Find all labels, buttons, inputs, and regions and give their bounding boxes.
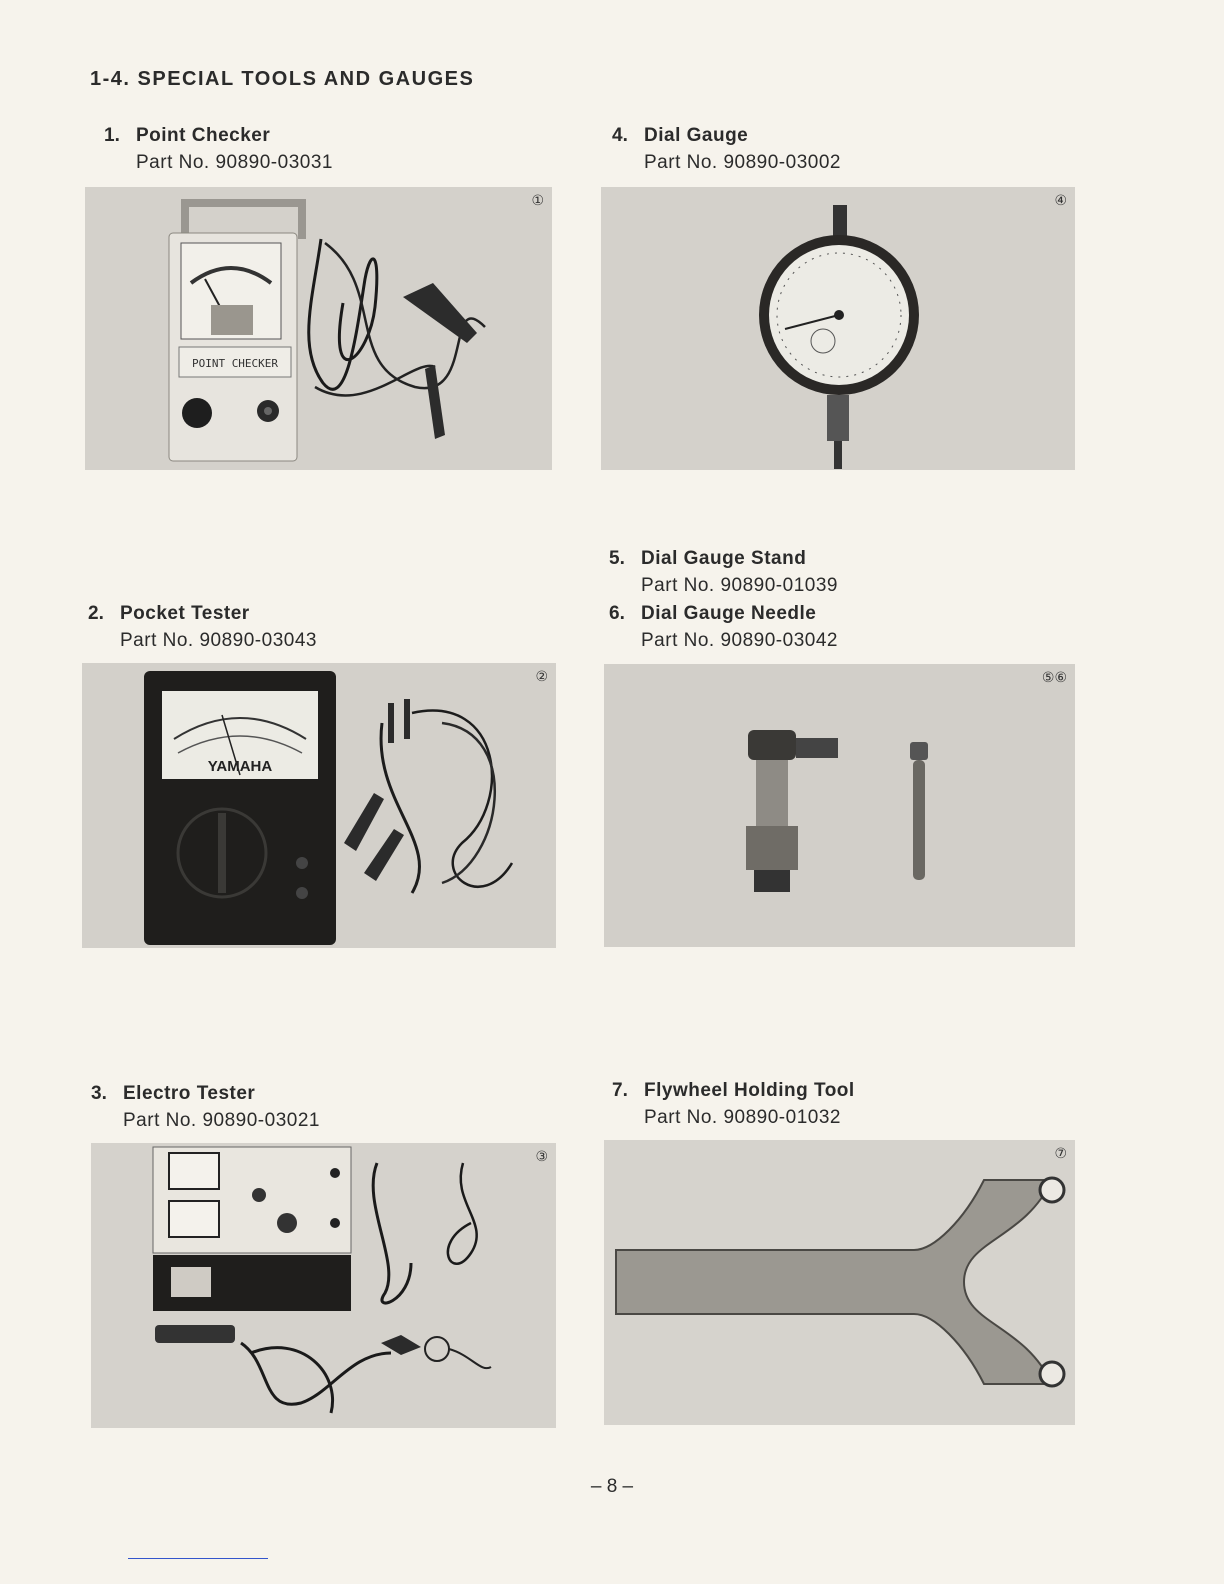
tool-3-heading bbox=[91, 1080, 320, 1134]
flywheel-holding-tool-photo bbox=[604, 1140, 1075, 1425]
footer-rule bbox=[128, 1558, 268, 1559]
tool-4-part-number: Part No. 90890-03002 bbox=[644, 152, 841, 173]
tool-7-heading bbox=[612, 1077, 855, 1131]
tool-7-part-number: Part No. 90890-01032 bbox=[644, 1107, 841, 1128]
tool-3-name: Electro Tester bbox=[123, 1083, 256, 1104]
pocket-tester-brand: YAMAHA bbox=[207, 758, 273, 775]
tool-1-heading bbox=[104, 122, 333, 176]
tool-7-number: 7. bbox=[612, 1080, 628, 1101]
pocket-tester-photo bbox=[82, 663, 556, 948]
tool-6-name: Dial Gauge Needle bbox=[641, 603, 817, 624]
tool-6-number: 6. bbox=[609, 603, 625, 624]
tool-1-name: Point Checker bbox=[136, 125, 271, 146]
dial-gauge-illustration bbox=[601, 187, 1075, 470]
flywheel-tool-illustration bbox=[604, 1140, 1075, 1425]
tool-4-heading bbox=[612, 122, 841, 176]
dial-gauge-stand-needle-photo bbox=[604, 664, 1075, 947]
tool-5-part-number: Part No. 90890-01039 bbox=[641, 575, 838, 596]
dial-gauge-photo bbox=[601, 187, 1075, 470]
stand-needle-illustration bbox=[604, 664, 1075, 947]
page-title: 1-4. SPECIAL TOOLS AND GAUGES bbox=[90, 68, 475, 90]
photo-ref-7: ⑦ bbox=[1054, 1146, 1067, 1162]
tool-6-part-number: Part No. 90890-03042 bbox=[641, 630, 838, 651]
tool-5-heading bbox=[609, 545, 838, 599]
page-number: – 8 – bbox=[590, 1476, 634, 1497]
photo-ref-3: ③ bbox=[535, 1149, 548, 1165]
electro-tester-illustration bbox=[91, 1143, 556, 1428]
tool-5-number: 5. bbox=[609, 548, 625, 569]
photo-ref-1: ① bbox=[531, 193, 544, 209]
tool-4-number: 4. bbox=[612, 125, 628, 146]
pocket-tester-illustration bbox=[82, 663, 556, 948]
tool-7-name: Flywheel Holding Tool bbox=[644, 1080, 855, 1101]
tool-4-name: Dial Gauge bbox=[644, 125, 749, 146]
point-checker-photo bbox=[85, 187, 552, 470]
tool-6-heading bbox=[609, 600, 838, 654]
tool-1-number: 1. bbox=[104, 125, 120, 146]
photo-ref-2: ② bbox=[535, 669, 548, 685]
tool-3-part-number: Part No. 90890-03021 bbox=[123, 1110, 320, 1131]
photo-ref-5-6: ⑤⑥ bbox=[1041, 670, 1067, 686]
tool-2-part-number: Part No. 90890-03043 bbox=[120, 630, 317, 651]
point-checker-illustration bbox=[85, 187, 552, 470]
tool-1-part-number: Part No. 90890-03031 bbox=[136, 152, 333, 173]
photo-ref-4: ④ bbox=[1054, 193, 1067, 209]
electro-tester-photo bbox=[91, 1143, 556, 1428]
tool-3-number: 3. bbox=[91, 1083, 107, 1104]
tool-2-name: Pocket Tester bbox=[120, 603, 250, 624]
tool-5-name: Dial Gauge Stand bbox=[641, 548, 807, 569]
tool-2-number: 2. bbox=[88, 603, 104, 624]
point-checker-label: POINT CHECKER bbox=[191, 357, 279, 370]
tool-2-heading bbox=[88, 600, 317, 654]
